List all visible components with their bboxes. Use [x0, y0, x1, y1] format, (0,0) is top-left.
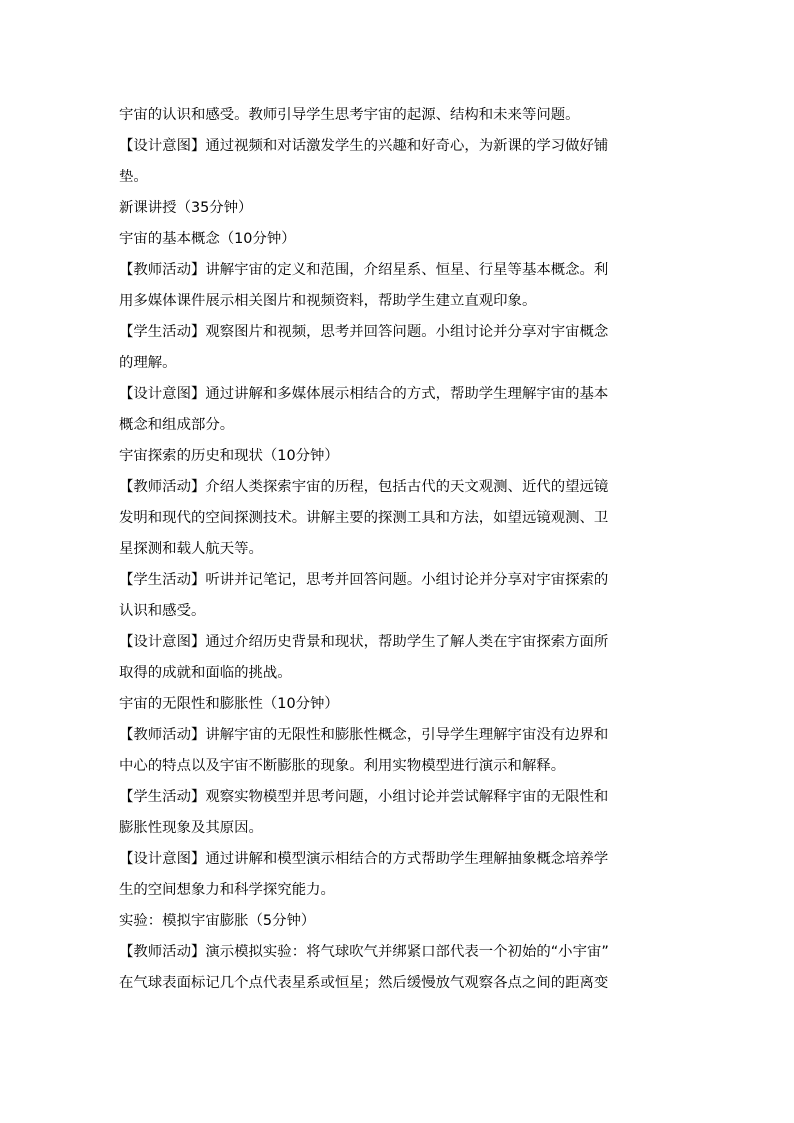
text-line: 【教师活动】介绍人类探索宇宙的历程，包括古代的天文观测、近代的望远镜 — [119, 479, 609, 495]
text-line: 概念和组成部分。 — [119, 417, 235, 433]
subsection-heading: 宇宙的基本概念（10分钟） — [119, 231, 296, 247]
text-line: 垫。 — [119, 169, 148, 185]
text-line: 在气球表面标记几个点代表星系或恒星；然后缓慢放气观察各点之间的距离变 — [119, 975, 609, 991]
text-line: 【设计意图】通过讲解和模型演示相结合的方式帮助学生理解抽象概念培养学 — [119, 851, 609, 867]
text-line: 发明和现代的空间探测技术。讲解主要的探测工具和方法，如望远镜观测、卫 — [119, 510, 609, 526]
text-line: 用多媒体课件展示相关图片和视频资料，帮助学生建立直观印象。 — [119, 293, 537, 309]
text-line: 膨胀性现象及其原因。 — [119, 820, 263, 836]
text-line: 生的空间想象力和科学探究能力。 — [119, 882, 335, 898]
text-line: 【设计意图】通过介绍历史背景和现状，帮助学生了解人类在宇宙探索方面所 — [119, 634, 609, 650]
text-line: 【学生活动】观察实物模型并思考问题，小组讨论并尝试解释宇宙的无限性和 — [119, 789, 609, 805]
subsection-heading: 实验：模拟宇宙膨胀（5分钟） — [119, 913, 316, 929]
subsection-heading: 宇宙的无限性和膨胀性（10分钟） — [119, 696, 339, 712]
text-line: 【设计意图】通过讲解和多媒体展示相结合的方式，帮助学生理解宇宙的基本 — [119, 386, 609, 402]
text-line: 【学生活动】听讲并记笔记，思考并回答问题。小组讨论并分享对宇宙探索的 — [119, 572, 609, 588]
text-line: 【设计意图】通过视频和对话激发学生的兴趣和好奇心，为新课的学习做好铺 — [119, 138, 609, 154]
text-line: 宇宙的认识和感受。教师引导学生思考宇宙的起源、结构和未来等问题。 — [119, 107, 580, 123]
document-body — [119, 100, 681, 999]
subsection-heading: 宇宙探索的历史和现状（10分钟） — [119, 448, 339, 464]
text-line: 中心的特点以及宇宙不断膨胀的现象。利用实物模型进行演示和解释。 — [119, 758, 566, 774]
text-line: 的理解。 — [119, 355, 177, 371]
text-line: 【教师活动】讲解宇宙的定义和范围，介绍星系、恒星、行星等基本概念。利 — [119, 262, 609, 278]
text-line: 星探测和载人航天等。 — [119, 541, 263, 557]
text-line: 【学生活动】观察图片和视频，思考并回答问题。小组讨论并分享对宇宙概念 — [119, 324, 609, 340]
section-heading: 新课讲授（35分钟） — [119, 200, 253, 216]
text-line: 取得的成就和面临的挑战。 — [119, 665, 292, 681]
text-line: 【教师活动】演示模拟实验：将气球吹气并绑紧口部代表一个初始的“小宇宙” — [119, 944, 609, 960]
text-line: 认识和感受。 — [119, 603, 206, 619]
text-line: 【教师活动】讲解宇宙的无限性和膨胀性概念，引导学生理解宇宙没有边界和 — [119, 727, 609, 743]
